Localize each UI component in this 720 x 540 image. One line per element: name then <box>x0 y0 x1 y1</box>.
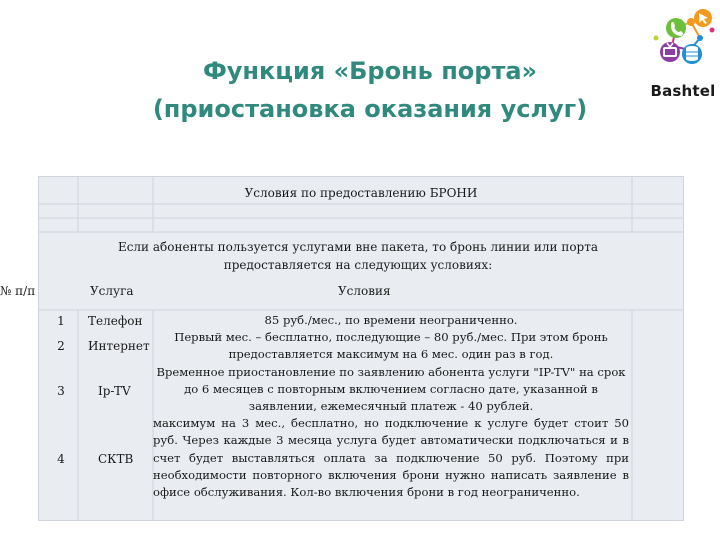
row-service: Ip-TV <box>98 384 131 398</box>
dot-icon <box>697 35 703 41</box>
condition-telephone: 85 руб./мес., по времени неограниченно. <box>264 313 518 327</box>
condition-sktv: максимум на 3 мес., бесплатно, но подключение к услуге будет стоит 50 руб. Через каждые 3 месяца услуга будет автоматически подключаться и в счет будет выставляться оплата за подключение 50 руб. Поэтому при необходимости повторного включения брони нужно написать заявление в офисе обслуживания. Кол-во включения брони в год неограниченно. <box>153 416 629 500</box>
row-number: 3 <box>57 384 65 398</box>
row-number: 2 <box>57 339 65 353</box>
bashtel-logo <box>646 8 720 98</box>
dot-icon <box>710 28 715 33</box>
tv-icon <box>660 42 680 62</box>
row-number: 1 <box>57 314 65 328</box>
title-line-1: Функция «Бронь порта» <box>202 57 538 85</box>
column-header-conditions: Условия <box>338 284 391 298</box>
condition-iptv: Временное приостановление по заявлению абонента услуги "IP-TV" на срок до 6 месяцев с повторным включением согласно дате, указанной в заявлении, ежемесячный платеж - 40 рублей. <box>156 364 626 414</box>
phone-icon <box>666 18 686 38</box>
column-header-num: № п/п <box>0 284 36 298</box>
row-service: СКТВ <box>98 452 134 466</box>
slide-title <box>95 52 645 128</box>
row-service: Интернет <box>88 339 150 353</box>
brand-name: Bashtel <box>650 82 716 100</box>
table-header: Условия по предоставлению БРОНИ <box>244 186 478 200</box>
conditions-text <box>153 312 629 501</box>
row-number: 4 <box>57 452 65 466</box>
dot-icon <box>687 18 695 26</box>
cursor-icon <box>694 9 712 27</box>
dot-icon <box>654 36 659 41</box>
conditions-table <box>0 176 684 521</box>
database-icon <box>682 44 702 64</box>
column-header-service: Услуга <box>90 284 134 298</box>
table-intro: Если абоненты пользуется услугами вне пакета, то бронь линии или порта предоставляется на следующих условиях: <box>117 240 599 272</box>
row-service: Телефон <box>88 314 143 328</box>
title-line-2: (приостановка оказания услуг) <box>152 95 588 123</box>
condition-internet: Первый мес. – бесплатно, последующие – 80 руб./мес. При этом бронь предоставляется максимум на 6 мес. один раз в год. <box>174 330 608 362</box>
logo-icon-cluster <box>646 8 720 74</box>
